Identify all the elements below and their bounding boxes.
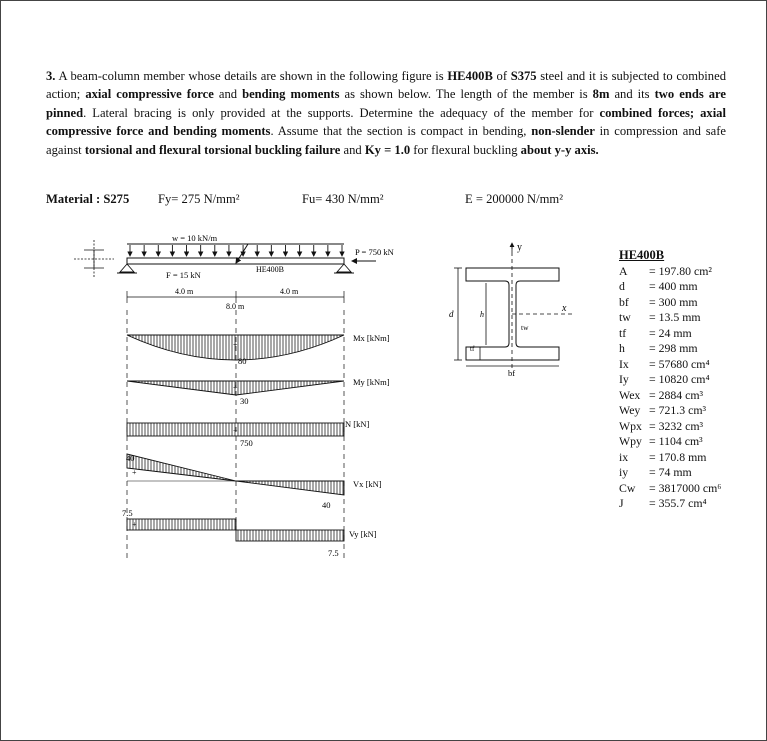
- property-row: [619, 357, 721, 373]
- property-symbol: J: [619, 496, 624, 510]
- n-value: 750: [240, 438, 253, 448]
- elastic-modulus: E = 200000 N/mm²: [465, 192, 563, 206]
- beam: [127, 258, 344, 264]
- property-row: [619, 481, 721, 497]
- axial-load-label: P = 750 kN: [355, 247, 394, 257]
- property-value: = 2884 cm³: [649, 387, 704, 402]
- property-value: = 400 mm: [649, 279, 698, 293]
- property-row: [619, 295, 721, 311]
- vy-left-value: 7.5: [122, 508, 133, 518]
- my-label: My [kNm]: [353, 377, 390, 387]
- property-row: [619, 372, 721, 388]
- left-pin-support: [117, 264, 137, 273]
- property-symbol: Wex: [619, 387, 641, 402]
- property-row: [619, 450, 721, 466]
- problem-statement: 3. A beam-column member whose details are shown in the following figure is HE400B of S375 steel and it is subjected to combined action; axial compressive force and bending moments as shown below. The length of the member is 8m and its two ends are pinned. Lateral bracing is only provided at the supports. Determine the adequacy of the member for combined forces; axial compressive force and bending moments. Assume that the section is compact in bending, non-slender in compression and safe against torsional and flexural torsional buckling failure and Ky = 1.0 for flexural buckling about y-y axis.: [46, 69, 727, 157]
- vx-diagram-positive: [127, 454, 236, 481]
- property-symbol: Cw: [619, 480, 636, 495]
- property-row: [619, 279, 721, 295]
- property-row: [619, 326, 721, 342]
- property-value: = 170.8 mm: [649, 449, 707, 464]
- property-value: = 300 mm: [649, 294, 698, 309]
- section-properties: [619, 248, 721, 512]
- property-value: = 197.80 cm²: [649, 263, 712, 278]
- span-left-label: 4.0 m: [175, 287, 194, 296]
- property-symbol: Wey: [619, 403, 641, 417]
- property-value: = 74 mm: [649, 465, 692, 479]
- vy-label: Vy [kN]: [349, 529, 377, 539]
- yield-strength: Fy= 275 N/mm²: [158, 192, 240, 206]
- property-symbol: Ix: [619, 356, 629, 371]
- property-value: = 3232 cm³: [649, 418, 704, 433]
- mx-value: 80: [238, 356, 247, 366]
- property-value: = 13.5 mm: [649, 310, 701, 324]
- property-symbol: Wpx: [619, 418, 642, 433]
- property-value: = 355.7 cm⁴: [649, 496, 707, 510]
- vy-sign-positive: +: [132, 520, 137, 529]
- property-value: = 3817000 cm⁶: [649, 480, 722, 495]
- dim-tw-label: tw: [521, 323, 529, 332]
- property-row: [619, 403, 721, 419]
- section-icon: [74, 240, 114, 278]
- property-row: [619, 341, 721, 357]
- ultimate-strength: Fu= 430 N/mm²: [302, 192, 384, 206]
- load-w-label: w = 10 kN/m: [172, 233, 218, 243]
- property-row: [619, 434, 721, 450]
- mx-label: Mx [kNm]: [353, 333, 390, 343]
- property-value: = 721.3 cm³: [649, 403, 707, 417]
- point-load-label: F = 15 kN: [166, 270, 201, 280]
- axis-x-label: x: [562, 303, 567, 314]
- property-value: = 24 mm: [649, 325, 692, 340]
- property-row: [619, 496, 721, 512]
- vx-label: Vx [kN]: [353, 479, 382, 489]
- vy-diagram-positive: [127, 519, 236, 530]
- property-symbol: h: [619, 341, 625, 355]
- property-row: [619, 264, 721, 280]
- dim-h-label: h: [480, 310, 484, 319]
- property-row: [619, 388, 721, 404]
- axis-y-label: y: [517, 242, 522, 253]
- property-row: [619, 419, 721, 435]
- my-sign: +: [233, 383, 238, 392]
- vx-left-value: 40: [126, 453, 135, 463]
- property-symbol: bf: [619, 294, 629, 309]
- problem-number: 3.: [46, 69, 56, 83]
- dim-d-label: d: [449, 309, 454, 319]
- property-value: = 10820 cm⁴: [649, 372, 710, 386]
- mx-sign: +: [233, 340, 238, 349]
- dim-bf-label: bf: [508, 368, 516, 378]
- property-row: [619, 465, 721, 481]
- n-label: N [kN]: [345, 419, 370, 429]
- property-value: = 57680 cm⁴: [649, 356, 710, 371]
- vy-right-value: 7.5: [328, 548, 339, 558]
- dim-tf-label: tf: [470, 345, 475, 353]
- n-sign: −: [233, 426, 238, 435]
- beam-section-label: HE400B: [256, 265, 284, 274]
- section-properties-title: HE400B: [619, 248, 665, 262]
- property-value: = 1104 cm³: [649, 434, 703, 448]
- my-value: 30: [240, 396, 249, 406]
- distributed-load: [127, 244, 344, 256]
- property-symbol: tw: [619, 310, 631, 324]
- vx-diagram-negative: [236, 481, 344, 495]
- property-symbol: d: [619, 279, 625, 293]
- property-symbol: iy: [619, 465, 629, 479]
- vx-sign-positive: +: [132, 468, 137, 477]
- property-symbol: A: [619, 263, 628, 278]
- material-grade: Material : S275: [46, 192, 130, 206]
- right-pin-support: [334, 264, 354, 273]
- property-symbol: Wpy: [619, 434, 642, 448]
- property-symbol: Iy: [619, 372, 629, 386]
- property-value: = 298 mm: [649, 341, 698, 355]
- span-total-label: 8.0 m: [226, 302, 245, 311]
- vy-diagram-negative: [236, 530, 344, 541]
- span-right-label: 4.0 m: [280, 287, 299, 296]
- property-symbol: ix: [619, 449, 629, 464]
- vx-right-value: 40: [322, 500, 331, 510]
- property-row: [619, 310, 721, 326]
- property-symbol: tf: [619, 325, 627, 340]
